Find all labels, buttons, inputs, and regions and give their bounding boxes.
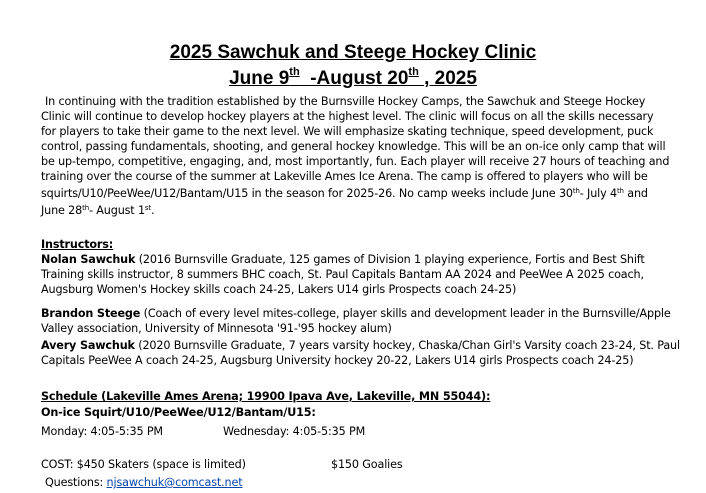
intro-sup: st (144, 204, 152, 212)
date-start-suffix: th (289, 66, 300, 78)
onice-levels: On-ice Squirt/U10/PeeWee/U12/Bantam/U15: (41, 406, 316, 419)
intro-sup: th (616, 187, 624, 195)
schedule-days (41, 424, 681, 439)
instructors-heading (41, 237, 681, 252)
instructor-bio: (2016 Burnsville Graduate, 125 games of Division 1 playing experience, Fortis and Best Shift Training skills instructor, 8 summers BHC coach, St. Paul Capitals Bantam AA 2024 and PeeWee A 2025 coach, Augsburg Women's Hockey skills coach 24-25, Lakers U14 girls Prospects coach 24-25) (41, 253, 645, 296)
intro-text-3: and June 28 (41, 187, 648, 217)
schedule-heading (41, 389, 681, 404)
intro-text-2: - July 4 (579, 187, 617, 200)
monday-time: Monday: 4:05-5:35 PM (41, 425, 163, 438)
intro-sup: th (82, 204, 89, 212)
date-range-title (0, 66, 706, 90)
intro-sup: th (572, 187, 580, 195)
instructor-name: Avery Sawchuk (41, 339, 135, 352)
instructor-avery (41, 338, 681, 368)
questions-label: Questions: (45, 476, 104, 489)
instructor-name: Nolan Sawchuk (41, 253, 136, 266)
instructor-brandon (41, 306, 681, 336)
instructors-heading-text: Instructors: (41, 238, 114, 251)
instructor-nolan (41, 252, 681, 297)
instructor-name: Brandon Steege (41, 307, 141, 320)
date-end: -August 20 (310, 68, 409, 89)
wednesday-time: Wednesday: 4:05-5:35 PM (223, 425, 366, 438)
instructor-bio: (2020 Burnsville Graduate, 7 years varsity hockey, Chaska/Chan Girl's Varsity coach 23-24, St. Paul Capitals PeeWee A coach 24-25, Augsburg University hockey 20-22, Lakers U14 girls Prospects coach 24-25) (41, 339, 680, 367)
schedule-heading-text: Schedule (Lakeville Ames Arena; 19900 Ipava Ave, Lakeville, MN 55044): (41, 390, 491, 403)
questions-line (45, 475, 685, 490)
date-end-suffix: th (408, 66, 419, 78)
intro-text-4: - August 1 (89, 204, 145, 217)
intro-paragraph (41, 94, 671, 218)
skater-cost: COST: $450 Skaters (space is limited) (41, 458, 246, 471)
intro-text: In continuing with the tradition established by the Burnsville Hockey Camps, the Sawchuk and Steege Hockey Clinic will continue to develop hockey players at the highest level. The clinic will focus on all the skills necessary for players to take their game to the next level. We will emphasize skating technique, speed development, puck control, passing fundamentals, shooting, and general hockey knowledge. This will be an on-ice only camp that will be up-tempo, competitive, engaging, and, most importantly, fun. Each player will receive 27 hours of teaching and training over the course of the summer at Lakeville Ames Ice Arena. The camp is offered to players who will be squirts/U10/PeeWee/U12/Bantam/U15 in the season for 2025-26. No camp weeks include June 30 (41, 95, 670, 200)
date-start: June 9 (229, 68, 290, 89)
cost-line (41, 457, 681, 472)
date-year: , 2025 (424, 68, 477, 89)
instructor-bio: (Coach of every level mites-college, player skills and development leader in the Burnsville/Apple Valley association, University of Minnesota '91-'95 hockey alum) (41, 307, 671, 335)
contact-email-link[interactable]: njsawchuk@comcast.net (106, 476, 243, 489)
goalie-cost: $150 Goalies (331, 458, 403, 471)
page-title: 2025 Sawchuk and Steege Hockey Clinic (169, 42, 537, 63)
intro-text-5: . (151, 204, 155, 217)
